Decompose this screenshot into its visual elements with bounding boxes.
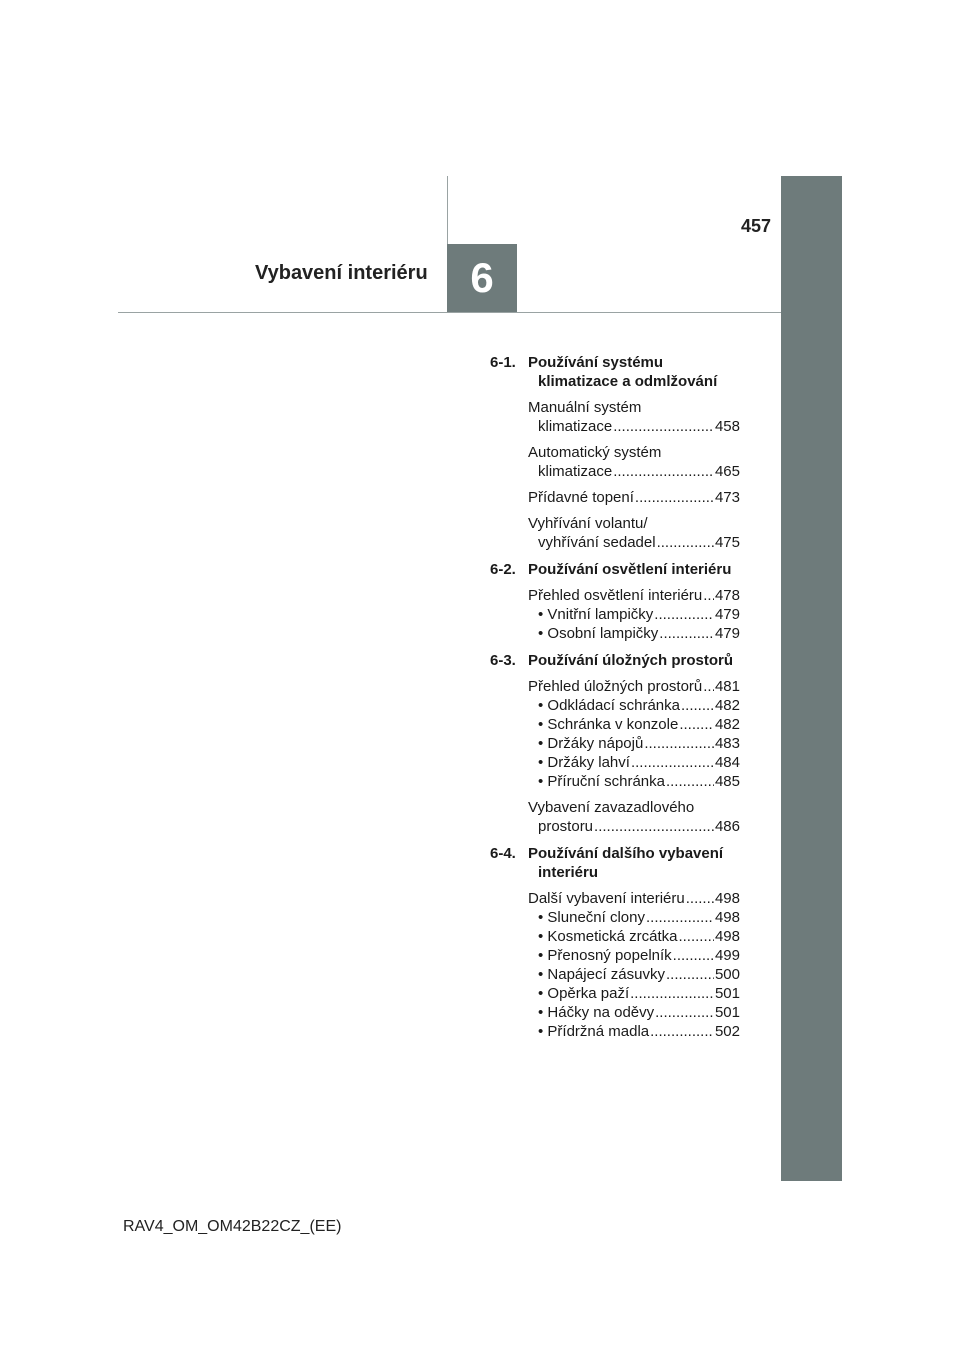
toc-entry-text: • Příruční schránka [538, 773, 665, 790]
toc-entry-link[interactable] [528, 462, 740, 481]
toc-leader-dots [659, 624, 714, 643]
toc-page-number: 484 [714, 754, 740, 771]
toc-entry [528, 889, 740, 1041]
toc-leader-dots [666, 772, 714, 791]
toc-section-title [528, 353, 740, 391]
chapter-title: Vybavení interiéru [255, 262, 428, 284]
toc-entry [528, 398, 740, 436]
toc-page-number: 482 [714, 697, 740, 714]
toc-entry-line: Automatický systém [528, 444, 662, 461]
toc-entry-link[interactable] [528, 586, 740, 605]
toc-leader-dots [655, 1003, 714, 1022]
toc-entry-text: • Držáky lahví [538, 754, 630, 771]
toc-page-number: 501 [714, 1004, 740, 1021]
toc-subentry-link[interactable] [528, 965, 740, 984]
toc-leader-dots [679, 715, 714, 734]
toc-entry-text: • Přenosný popelník [538, 947, 672, 964]
page-number: 457 [741, 216, 772, 236]
toc-section-heading [490, 651, 740, 670]
toc-entry-text: • Schránka v konzole [538, 716, 679, 733]
toc-page-number: 499 [714, 947, 740, 964]
header-vertical-rule [447, 176, 448, 244]
toc-section-heading [490, 560, 740, 579]
toc-leader-dots [681, 696, 714, 715]
toc-section-title-line: interiéru [538, 864, 599, 881]
toc-page-number: 486 [714, 818, 740, 835]
toc-page-number: 478 [714, 587, 740, 604]
toc-page-number: 485 [714, 773, 740, 790]
toc-entry-text: vyhřívání sedadel [538, 534, 656, 551]
toc-page-number: 498 [714, 928, 740, 945]
toc-section-heading [490, 353, 740, 391]
table-of-contents [490, 353, 740, 1041]
toc-section-title-line: Používání systému [528, 354, 664, 371]
toc-section-number: 6-1. [490, 354, 516, 371]
toc-entry-text: • Háčky na oděvy [538, 1004, 655, 1021]
toc-leader-dots [686, 889, 714, 908]
toc-page-number: 498 [714, 909, 740, 926]
toc-entry-text: • Odkládací schránka [538, 697, 680, 714]
toc-entry-link[interactable] [528, 817, 740, 836]
toc-page-number: 481 [714, 678, 740, 695]
toc-section-heading [490, 844, 740, 882]
toc-section-number: 6-3. [490, 652, 516, 669]
toc-entry-text: Přídavné topení [528, 489, 634, 506]
toc-entries [490, 586, 740, 643]
toc-entry-text: Přehled osvětlení interiéru [528, 587, 703, 604]
toc-section-number: 6-4. [490, 845, 516, 862]
toc-leader-dots [654, 605, 714, 624]
toc-subentry-link[interactable] [528, 1003, 740, 1022]
toc-entry-link[interactable] [528, 677, 740, 696]
toc-subentry-link[interactable] [528, 624, 740, 643]
toc-page-number: 475 [714, 534, 740, 551]
toc-entry [528, 798, 740, 836]
chapter-side-tab [781, 176, 842, 1181]
toc-page-number: 483 [714, 735, 740, 752]
toc-leader-dots [613, 462, 714, 481]
toc-entry-text: klimatizace [538, 418, 613, 435]
toc-entry-text: prostoru [538, 818, 594, 835]
toc-entry [528, 677, 740, 791]
toc-page-number: 473 [714, 489, 740, 506]
toc-leader-dots [703, 586, 714, 605]
toc-leader-dots [650, 1022, 714, 1041]
toc-entry [528, 586, 740, 643]
chapter-number: 6 [470, 254, 494, 301]
toc-leader-dots [613, 417, 714, 436]
chapter-number-box [447, 244, 517, 312]
toc-page-number: 482 [714, 716, 740, 733]
toc-entry [528, 488, 740, 507]
toc-entry-text: • Držáky nápojů [538, 735, 644, 752]
toc-entry [528, 443, 740, 481]
toc-page-number: 498 [714, 890, 740, 907]
toc-entry-text: • Kosmetická zrcátka [538, 928, 678, 945]
toc-leader-dots [657, 533, 714, 552]
toc-entry-link[interactable] [528, 533, 740, 552]
toc-page-number: 479 [714, 606, 740, 623]
toc-leader-dots [673, 946, 714, 965]
toc-entry-text: • Vnitřní lampičky [538, 606, 654, 623]
toc-entry-link[interactable] [528, 488, 740, 507]
toc-entry-text: • Sluneční clony [538, 909, 645, 926]
document-code-footer: RAV4_OM_OM42B22CZ_(EE) [123, 1218, 342, 1235]
toc-entry-text: • Opěrka paží [538, 985, 630, 1002]
toc-page-number: 458 [714, 418, 740, 435]
toc-subentry-link[interactable] [528, 1022, 740, 1041]
toc-section-title-line: Používání osvětlení interiéru [528, 561, 732, 578]
toc-entry-text: Další vybavení interiéru [528, 890, 685, 907]
toc-subentry-link[interactable] [528, 715, 740, 734]
toc-entry [528, 514, 740, 552]
toc-entries [490, 677, 740, 836]
toc-leader-dots [666, 965, 714, 984]
toc-leader-dots [635, 488, 714, 507]
toc-leader-dots [644, 734, 714, 753]
toc-entry-link[interactable] [528, 889, 740, 908]
toc-section-number: 6-2. [490, 561, 516, 578]
toc-entries [490, 398, 740, 552]
toc-leader-dots [646, 908, 714, 927]
toc-entry-text: • Osobní lampičky [538, 625, 659, 642]
toc-section-title-line: Používání dalšího vybavení [528, 845, 724, 862]
toc-section-title [528, 651, 740, 670]
toc-entry-line: Manuální systém [528, 399, 642, 416]
toc-entry-text: Přehled úložných prostorů [528, 678, 703, 695]
toc-page-number: 479 [714, 625, 740, 642]
toc-subentry-link[interactable] [528, 753, 740, 772]
toc-section-title-line: Používání úložných prostorů [528, 652, 734, 669]
toc-entry-line: Vybavení zavazadlového [528, 799, 695, 816]
toc-subentry-link[interactable] [528, 605, 740, 624]
toc-section-title [528, 560, 740, 579]
toc-page-number: 500 [714, 966, 740, 983]
toc-entry-text: klimatizace [538, 463, 613, 480]
toc-subentry-link[interactable] [528, 946, 740, 965]
toc-entry-link[interactable] [528, 417, 740, 436]
toc-subentry-link[interactable] [528, 772, 740, 791]
toc-subentry-link[interactable] [528, 734, 740, 753]
toc-page-number: 501 [714, 985, 740, 1002]
toc-subentry-link[interactable] [528, 908, 740, 927]
toc-leader-dots [594, 817, 714, 836]
toc-leader-dots [703, 677, 714, 696]
toc-subentry-link[interactable] [528, 696, 740, 715]
toc-leader-dots [678, 927, 714, 946]
toc-subentry-link[interactable] [528, 927, 740, 946]
toc-page-number: 502 [714, 1023, 740, 1040]
toc-entries [490, 889, 740, 1041]
toc-page-number: 465 [714, 463, 740, 480]
toc-subentry-link[interactable] [528, 984, 740, 1003]
toc-section-title-line: klimatizace a odmlžování [538, 373, 718, 390]
toc-entry-text: • Přídržná madla [538, 1023, 650, 1040]
header-horizontal-rule [118, 312, 781, 313]
toc-leader-dots [631, 753, 714, 772]
toc-leader-dots [630, 984, 714, 1003]
toc-section-title [528, 844, 740, 882]
toc-entry-text: • Napájecí zásuvky [538, 966, 665, 983]
toc-entry-line: Vyhřívání volantu/ [528, 515, 648, 532]
